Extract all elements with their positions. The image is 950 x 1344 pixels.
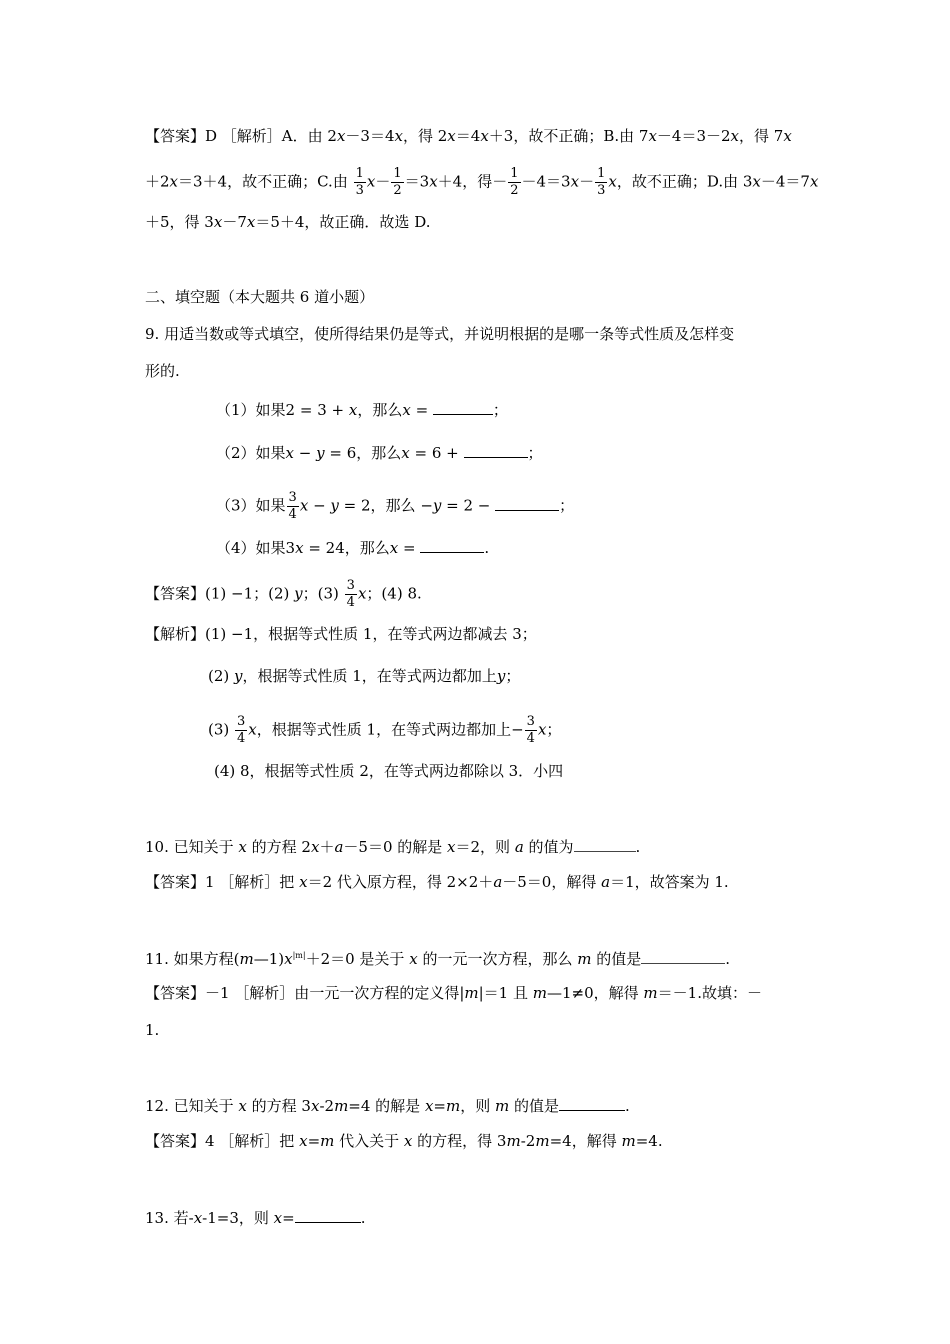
q12-answer: 【答案】4 ［解析］把 x=m 代入关于 x 的方程，得 3m-2m=4，解得 m=4.: [145, 1132, 663, 1150]
fraction-one-third: $\frac{1}{3}$: [355, 166, 364, 198]
fraction-three-quarters-exp2: $\frac{3}{4}$: [526, 714, 535, 746]
q9-stem-line2: 形的.: [145, 362, 180, 380]
q10-stem: 10. 已知关于 x 的方程 2x＋a－5＝0 的解是 x＝2，则 a 的值为 .: [145, 835, 640, 857]
q9-answer: 【答案】(1) −1；(2) y；(3) $\frac{3}{4}$ x；(4) 8.: [145, 578, 422, 610]
fraction-three-quarters: $\frac{3}{4}$: [288, 490, 297, 522]
fraction-three-quarters-ans: $\frac{3}{4}$: [346, 578, 355, 610]
q11-answer-line1: 【答案】－1 ［解析］由一元一次方程的定义得|m|＝1 且 m—1≠0，解得 m＝－1.故填：－: [145, 984, 762, 1002]
fraction-one-half-2: $\frac{1}{2}$: [510, 166, 519, 198]
q12-stem: 12. 已知关于 x 的方程 3x-2m=4 的解是 x=m，则 m 的值是 .: [145, 1094, 630, 1116]
q9-explanation-3: (3) $\frac{3}{4}$ x，根据等式性质 1，在等式两边都加上− $\frac{3}{4}$ x；: [208, 714, 562, 746]
q10-blank[interactable]: [574, 835, 636, 852]
q9-blank-2[interactable]: [464, 441, 528, 458]
fraction-one-third-2: $\frac{1}{3}$: [597, 166, 606, 198]
q11-stem: 11. 如果方程$(m—1)x^{|m|}+2=0$ 是关于 x 的一元一次方程，那么 m 的值是 .: [145, 946, 730, 969]
q9-blank-4[interactable]: [420, 536, 484, 553]
answer8-line2: ＋2x＝3＋4，故不正确；C.由 $\frac{1}{3}$ x－ $\frac{1}{2}$ ＝3x＋4，得－ $\frac{1}{2}$ －4＝3x－ $\frac{1}{3}$ x，故不正确；D.由 3x－4＝7x: [145, 166, 819, 198]
answer8-line1: 【答案】D ［解析］A．由 2x－3＝4x，得 2x＝4x＋3，故不正确；B.由 7x－4＝3－2x，得 7x: [145, 127, 792, 145]
q11-blank[interactable]: [641, 947, 725, 964]
answer8-line3: ＋5，得 3x－7x＝5＋4，故正确．故选 D.: [145, 213, 431, 231]
q9-explanation-1: 【解析】(1) −1，根据等式性质 1，在等式两边都减去 3；: [145, 625, 537, 643]
q13-stem: 13. 若-x-1=3，则 x= .: [145, 1206, 366, 1228]
q13-blank[interactable]: [295, 1206, 361, 1223]
q9-explanation-2: (2) y，根据等式性质 1，在等式两边都加上y；: [208, 667, 521, 685]
q9-explanation-4: (4) 8，根据等式性质 2，在等式两边都除以 3．小四: [214, 762, 564, 780]
q11-answer-line2: 1.: [145, 1021, 160, 1039]
q12-blank[interactable]: [559, 1094, 625, 1111]
q9-part4: （4）如果3x = 24，那么x = .: [216, 536, 489, 558]
section-title: 二、填空题（本大题共 6 道小题）: [145, 288, 375, 306]
q9-blank-3[interactable]: [495, 494, 559, 511]
q9-part3: （3）如果 $\frac{3}{4}$ x − y = 2，那么 −y = 2 − ；: [216, 490, 575, 522]
fraction-one-half: $\frac{1}{2}$: [393, 166, 402, 198]
q9-part2: （2）如果x − y = 6，那么x = 6 + ；: [216, 441, 543, 463]
q9-stem-line1: 9. 用适当数或等式填空，使所得结果仍是等式，并说明根据的是哪一条等式性质及怎样变: [145, 325, 735, 343]
q9-blank-1[interactable]: [433, 398, 493, 415]
q9-part1: （1）如果2 = 3 + x，那么x = ；: [216, 398, 508, 420]
fraction-three-quarters-exp: $\frac{3}{4}$: [237, 714, 246, 746]
q10-answer: 【答案】1 ［解析］把 x＝2 代入原方程，得 2×2＋a－5＝0，解得 a＝1，故答案为 1.: [145, 873, 729, 891]
